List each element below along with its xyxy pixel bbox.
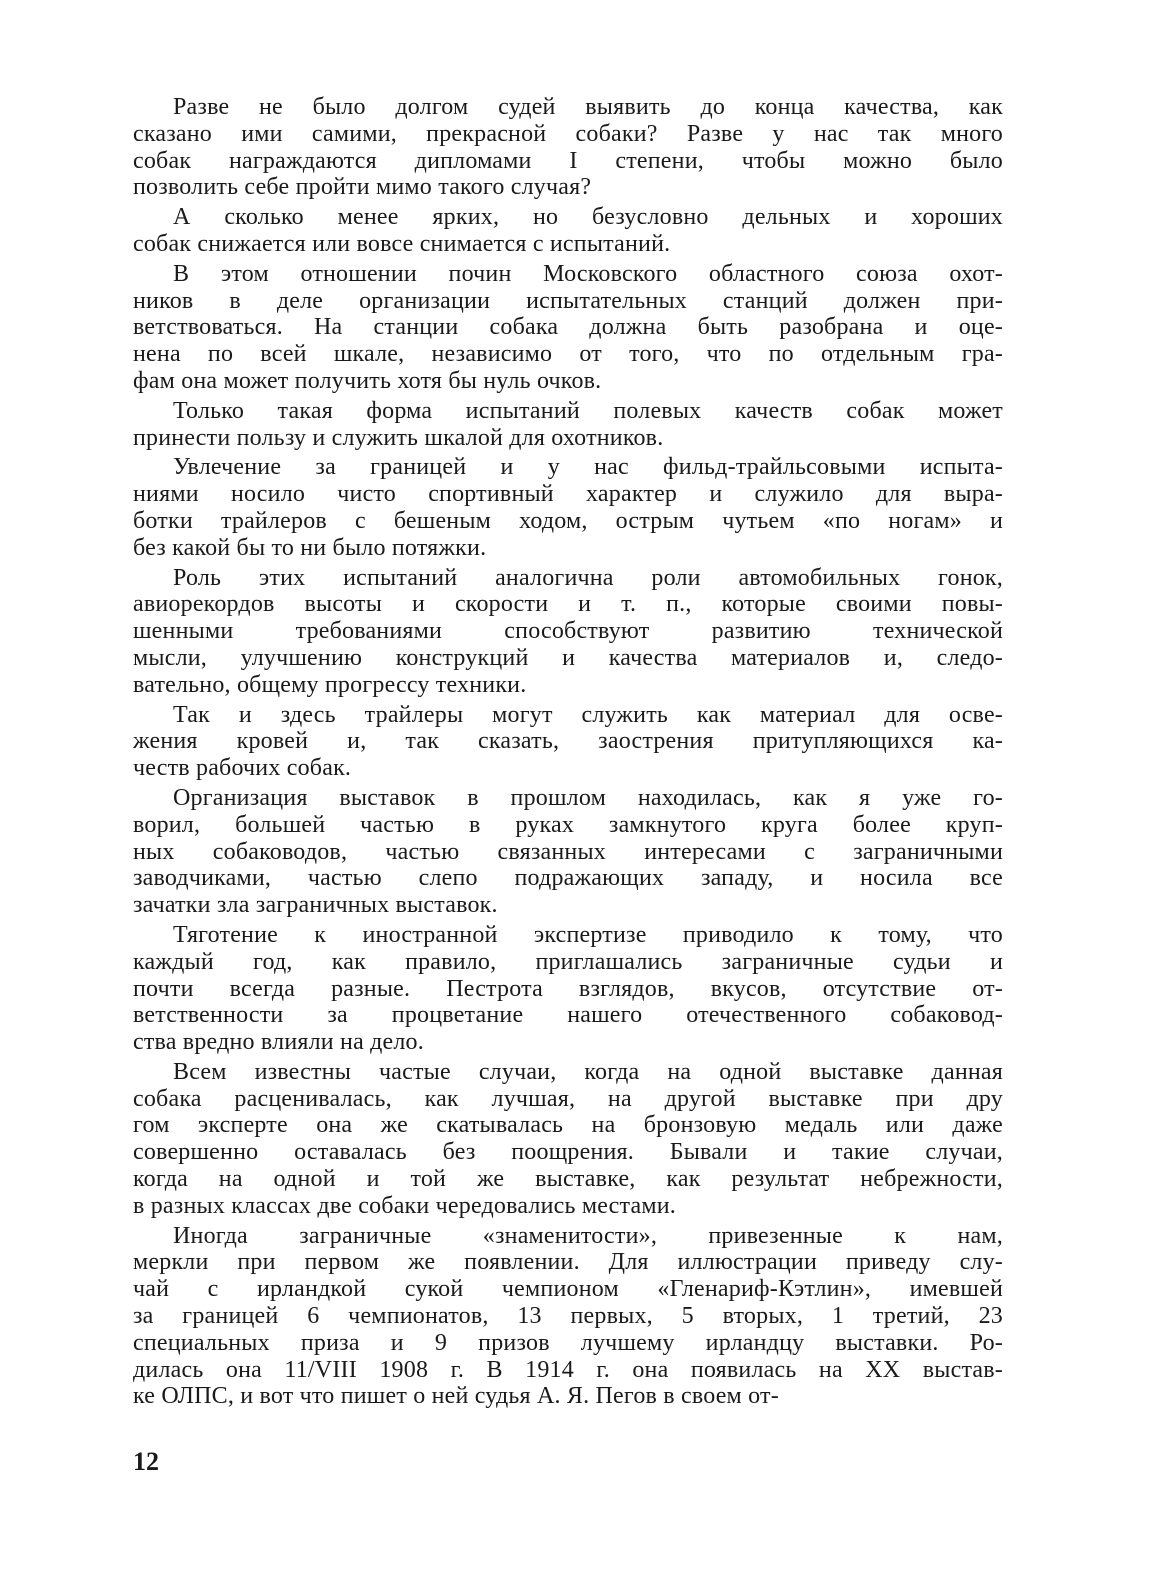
paragraph — [133, 1059, 1003, 1220]
text-line: заводчиками, частью слепо подражающих западу, и носила все — [133, 865, 1003, 892]
paragraph — [133, 702, 1003, 782]
paragraph — [133, 565, 1003, 699]
text-line: Организация выставок в прошлом находилась, как я уже го- — [173, 784, 1003, 811]
paragraph — [133, 454, 1003, 561]
text-line: ке ОЛПС, и вот что пишет о ней судья А. Я. Пегов в своем от- — [133, 1383, 779, 1410]
text-line: честв рабочих собак. — [133, 755, 352, 782]
text-line: собак снижается или вовсе снимается с испытаний. — [133, 230, 671, 257]
text-line: нена по всей шкале, независимо от того, что по отдельным гра- — [133, 341, 1003, 368]
text-line: ветственности за процветание нашего отечественного собаковод- — [133, 1002, 1003, 1029]
text-line: ства вредно влияли на дело. — [133, 1029, 424, 1056]
text-line: авиорекордов высоты и скорости и т. п., которые своими повы- — [133, 591, 1003, 618]
text-line: ников в деле организации испытательных станций должен при- — [133, 287, 1003, 314]
text-line: чай с ирландкой сукой чемпионом «Гленариф-Кэтлин», имевшей — [133, 1276, 1003, 1303]
text-line: фам она может получить хотя бы нуль очков. — [133, 367, 602, 394]
text-line: каждый год, как правило, приглашались заграничные судьи и — [133, 948, 1003, 975]
body-text — [133, 94, 1003, 1413]
paragraph — [133, 922, 1003, 1056]
text-line: вательно, общему прогрессу техники. — [133, 671, 527, 698]
text-line: когда на одной и той же выставке, как результат небрежности, — [133, 1166, 1003, 1193]
paragraph — [133, 785, 1003, 919]
text-line: собака расценивалась, как лучшая, на другой выставке при дру — [133, 1085, 1003, 1112]
text-line: мысли, улучшению конструкций и качества материалов и, следо- — [133, 644, 1003, 671]
text-line: зачатки зла заграничных выставок. — [133, 892, 498, 919]
text-line: собак награждаются дипломами I степени, чтобы можно было — [133, 147, 1003, 174]
text-line: за границей 6 чемпионатов, 13 первых, 5 вторых, 1 третий, 23 — [133, 1303, 1003, 1330]
paragraph — [133, 261, 1003, 395]
text-line: меркли при первом же появлении. Для иллюстрации приведу слу- — [133, 1249, 1003, 1276]
text-line: в разных классах две собаки чередовались местами. — [133, 1192, 676, 1219]
page-number: 12 — [133, 1447, 159, 1476]
text-line: А сколько менее ярких, но безусловно дельных и хороших — [173, 204, 1003, 231]
text-line: В этом отношении почин Московского областного союза охот- — [173, 260, 1003, 287]
text-line: сказано ими самими, прекрасной собаки? Разве у нас так много — [133, 120, 1003, 147]
text-line: Так и здесь трайлеры могут служить как материал для осве- — [173, 701, 1003, 728]
text-line: ворил, большей частью в руках замкнутого круга более круп- — [133, 811, 1003, 838]
text-line: шенными требованиями способствуют развитию технической — [133, 618, 1003, 645]
text-line: дилась она 11/VIII 1908 г. В 1914 г. она появилась на XX выстав- — [133, 1356, 1003, 1383]
text-line: Роль этих испытаний аналогична роли автомобильных гонок, — [173, 564, 1003, 591]
text-line: совершенно оставалась без поощрения. Бывали и такие случаи, — [133, 1139, 1003, 1166]
text-line: ниями носило чисто спортивный характер и служило для выра- — [133, 481, 1003, 508]
text-line: без какой бы то ни было потяжки. — [133, 534, 487, 561]
text-line: принести пользу и служить шкалой для охотников. — [133, 424, 664, 451]
text-line: Всем известны частые случаи, когда на одной выставке данная — [173, 1058, 1003, 1085]
text-line: Только такая форма испытаний полевых качеств собак может — [173, 397, 1003, 424]
text-line: почти всегда разные. Пестрота взглядов, вкусов, отсутствие от- — [133, 975, 1003, 1002]
text-line: позволить себе пройти мимо такого случая? — [133, 174, 592, 201]
text-line: гом эксперте она же скатывалась на бронзовую медаль или даже — [133, 1112, 1003, 1139]
text-line: Разве не было долгом судей выявить до конца качества, как — [173, 94, 1003, 120]
paragraph — [133, 204, 1003, 258]
paragraph — [133, 1223, 1003, 1411]
paragraph — [133, 94, 1003, 201]
paragraph — [133, 398, 1003, 452]
text-line: ботки трайлеров с бешеным ходом, острым чутьем «по ногам» и — [133, 507, 1003, 534]
text-line: ных собаководов, частью связанных интересами с заграничными — [133, 838, 1003, 865]
text-line: ветствоваться. На станции собака должна быть разобрана и оце- — [133, 314, 1003, 341]
text-line: Увлечение за границей и у нас фильд-трайльсовыми испыта- — [173, 454, 1003, 481]
text-line: жения кровей и, так сказать, заострения притупляющихся ка- — [133, 728, 1003, 755]
text-line: Тяготение к иностранной экспертизе приводило к тому, что — [173, 921, 1003, 948]
text-line: специальных приза и 9 призов лучшему ирландцу выставки. Ро- — [133, 1329, 1003, 1356]
text-line: Иногда заграничные «знаменитости», привезенные к нам, — [173, 1222, 1003, 1249]
